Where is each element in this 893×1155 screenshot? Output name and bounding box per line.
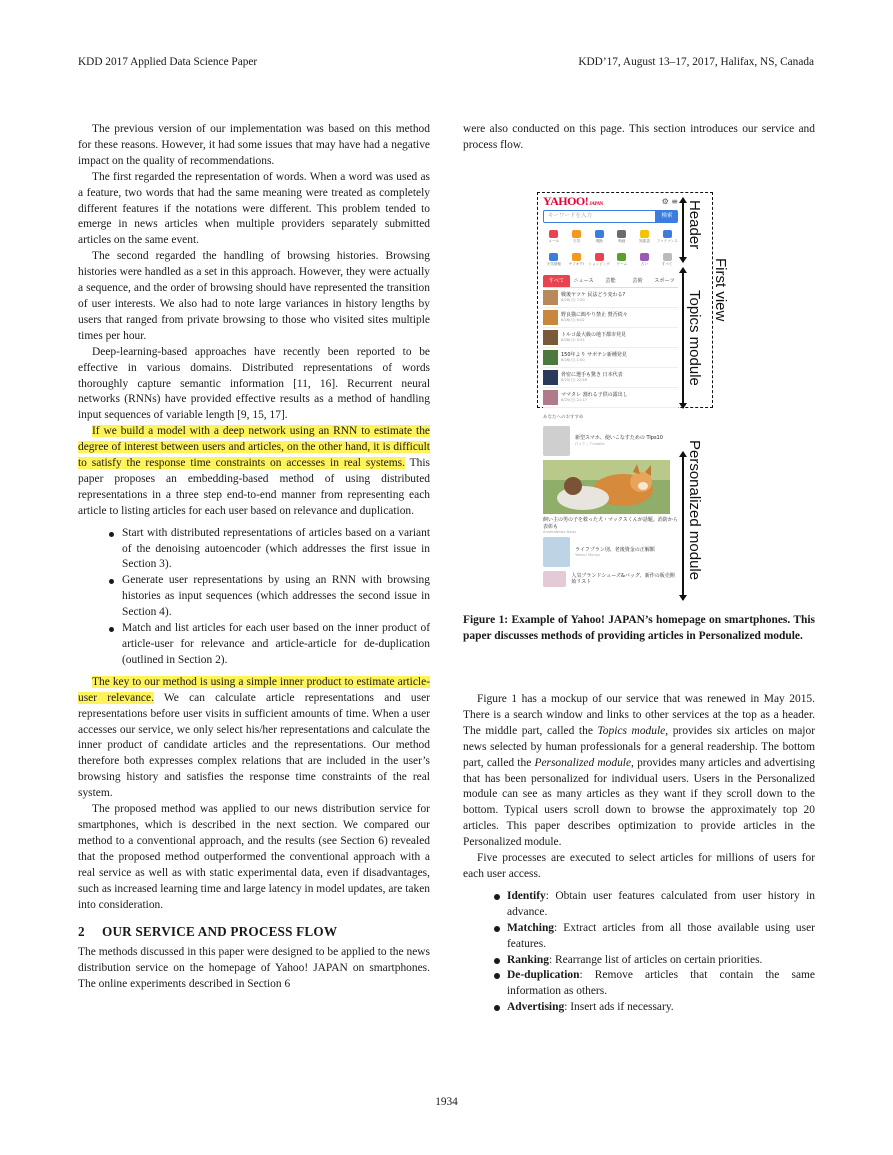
list-item <box>507 889 815 921</box>
service-icon <box>617 230 626 238</box>
topic-title: 野良猫に餌やり禁止 賛否続々 <box>561 312 628 318</box>
figure-caption: Figure 1: Example of Yahoo! JAPAN’s homepage on smartphones. This paper discusses methods of providing articles in Personalized module. <box>463 614 815 642</box>
article-title: 新型スマホ、使いこなすための Tips10 <box>575 435 663 442</box>
paragraph-text: We can calculate article representations and user representations before user visits in sufficient amounts of time. When a user accesses our service, we only select his/her representations and calculate the inner product of candidate articles and the representations. Our method therefore both expresses complex relations that are included in the user’s browsing history and satisfies the response time constraints of the real system. <box>78 691 430 800</box>
topic-item <box>543 308 678 328</box>
service-icon <box>663 230 672 238</box>
service-link <box>656 249 678 271</box>
topic-tab: スポーツ <box>654 278 675 284</box>
step-description: : Insert ads if necessary. <box>564 1001 674 1014</box>
article-source: Yahoo! Money <box>575 553 601 558</box>
step-description: : Remove articles that contain the same information as others. <box>507 969 815 998</box>
service-link <box>543 249 565 271</box>
topic-item <box>543 388 678 408</box>
process-steps-list <box>463 889 815 1016</box>
topic-item <box>543 288 678 308</box>
list-item <box>507 1000 815 1016</box>
yahoo-logo: YAHOO!JAPAN <box>543 193 603 208</box>
topic-thumbnail <box>543 350 558 365</box>
highlighted-text: If we build a model with a deep network using an RNN to estimate the degree of interest between users and articles, on the other hand, it is difficult to satisfy the response time constraints on accesses in real systems. <box>78 425 430 470</box>
running-header-right: KDD’17, August 13–17, 2017, Halifax, NS, Canada <box>578 56 814 68</box>
topic-thumbnail <box>543 370 558 385</box>
paragraph: Deep-learning-based approaches have recently been reported to be effective in various domains. Distributed representations of words thoroughly capture semantic information [11, 16]. Recurrent neural networks (RNNs) have provided effective results as a method of handling input sequences of variable length [9, 15, 17]. <box>78 345 430 422</box>
recommend-heading: あなたへのおすすめ <box>543 415 584 420</box>
list-item <box>507 968 815 1000</box>
list-item <box>507 953 815 969</box>
step-term: Matching <box>507 921 555 934</box>
topic-title: 150年より サボテン新種発見 <box>561 352 627 358</box>
paragraph: The previous version of our implementation was based on this method for these reasons. However, it had some issues that may have had a negative impact on the quality of recommendations. <box>78 123 430 167</box>
topics-list <box>543 288 678 408</box>
phone-top-bar <box>543 193 678 209</box>
service-link <box>634 226 656 248</box>
service-icon <box>572 253 581 261</box>
search-button: 検索 <box>656 210 678 223</box>
paragraph <box>78 675 430 802</box>
topic-thumbnail <box>543 290 558 305</box>
phone-search-bar <box>543 210 678 223</box>
paragraph: The methods discussed in this paper were designed to be applied to the news distribution service on the homepage of Yahoo! JAPAN on smartphones. The online experiments described in Section 6 <box>78 946 430 991</box>
dog-photo <box>543 460 670 514</box>
article-thumbnail <box>543 537 570 567</box>
topic-date: 6/26(月) 1:00 <box>561 358 585 362</box>
service-link <box>611 249 633 271</box>
paragraph: were also conducted on this page. This section introduces our service and process flow. <box>463 123 815 151</box>
service-icon <box>595 230 604 238</box>
service-label: 乗換 <box>595 239 603 243</box>
topic-tab: 芸能 <box>605 278 616 284</box>
section-title: OUR SERVICE AND PROCESS FLOW <box>102 924 338 940</box>
topic-date: 6/26(月) 7:00 <box>561 298 585 302</box>
paragraph: Five processes are executed to select articles for millions of users for each user access. <box>463 852 815 880</box>
step-description: : Extract articles from all those available using user features. <box>507 921 815 950</box>
service-link <box>566 226 588 248</box>
section-heading <box>78 924 430 940</box>
article-image <box>543 460 670 514</box>
service-label: 知恵袋 <box>639 239 650 243</box>
list-item: Match and list articles for each user based on the inner product of article-user for relevance and article-article for de-duplication (outlined in Section 2). <box>122 621 430 669</box>
running-header-left: KDD 2017 Applied Data Science Paper <box>78 56 258 68</box>
paragraph: The proposed method was applied to our news distribution service for smartphones, which is described in the next section. We compared our method to a conventional approach, and the results (see Section 6) revealed that the proposed method outperformed the conventional approach with a real service as well as with static experimental data, even if disadvantages, such as increased learning time and large latency in model updates, are taken into consideration. <box>78 803 430 911</box>
phone-mockup <box>543 193 678 588</box>
service-label: 天気 <box>572 239 581 243</box>
service-links <box>543 226 678 271</box>
topic-item <box>543 328 678 348</box>
step-term: De-duplication <box>507 969 580 982</box>
article-thumbnail <box>543 571 566 587</box>
service-icon <box>663 253 672 261</box>
topic-item <box>543 348 678 368</box>
service-icon <box>549 253 558 261</box>
topic-date: 6/25(日) 21:17 <box>561 398 587 402</box>
service-label: ヤフオク! <box>568 262 585 266</box>
step-description: : Rearrange list of articles on certain priorities. <box>548 953 763 966</box>
article-item <box>543 570 678 588</box>
service-icon <box>640 253 649 261</box>
topic-thumbnail <box>543 390 558 405</box>
page-number: 1934 <box>435 1096 458 1108</box>
service-link <box>588 226 610 248</box>
highlighted-text: The key to our method is using a simple inner product to estimate article-user relevance. <box>78 675 430 704</box>
right-column-top <box>463 122 815 154</box>
first-view-label: First view <box>712 258 729 322</box>
article-source: ITメディアmobile <box>575 441 605 446</box>
personalized-arrow <box>682 452 684 600</box>
article-source: AmebaNews News <box>543 530 577 534</box>
service-icon <box>549 230 558 238</box>
service-icon <box>617 253 626 261</box>
step-term: Identify <box>507 889 546 902</box>
service-label: 占い <box>640 262 649 266</box>
service-icon <box>572 230 581 238</box>
topic-date: 6/25(日) 22:46 <box>561 378 587 382</box>
paragraph: Figure 1 has a mockup of our service that was renewed in May 2015. There is a search window and links to other services at the top as a header. The middle part, called the Topics module, provides six articles on major news selected by human professionals for a general readership. The bottom part, called the Personalized module, provides many articles and advertising that has been personalized for individual users. Users in the Personalized module can see as many articles as they want if they scroll down to the bottom. Typical users scroll down to browse the approximately top 20 articles. This paper describes optimization to provide articles in the Personalized module. <box>463 693 816 849</box>
service-label: メール <box>548 239 560 243</box>
list-item <box>507 921 815 953</box>
service-label: 天気情報 <box>546 262 562 266</box>
personalized-label: Personalized module <box>686 440 703 581</box>
header-arrow <box>682 198 684 262</box>
topic-tabs <box>543 275 678 288</box>
service-link <box>656 226 678 248</box>
article-item <box>543 423 678 459</box>
header-label: Header <box>686 200 703 250</box>
step-description: : Obtain user features calculated from user history in advance. <box>507 889 815 918</box>
list-item: Start with distributed representations of articles based on a variant of the denoising autoencoder (which addresses the first issue in Section 3). <box>122 526 430 574</box>
topic-date: 6/26(月) 6:02 <box>561 318 585 322</box>
service-icon <box>640 230 649 238</box>
topics-arrow <box>682 268 684 408</box>
contribution-list <box>78 526 430 669</box>
article-item <box>543 534 678 570</box>
topic-title: ママタレ 割れる子供の露出し <box>561 392 628 398</box>
topic-date: 6/26(月) 5:51 <box>561 338 585 342</box>
service-label: ファイナンス <box>656 239 678 243</box>
article-title: 人気ブランドシューズ&バッグ、新作の販売開始リスト <box>571 572 675 585</box>
article-thumbnail <box>543 426 570 456</box>
step-term: Advertising <box>507 1001 565 1014</box>
list-item: Generate user representations by using an RNN with browsing histories as input sequences (which addresses the second issue in Section 4). <box>122 573 430 621</box>
topic-tab: すべて <box>543 275 570 287</box>
topic-title: 骨密に選手も驚き 日本代表 <box>561 372 623 378</box>
service-link <box>634 249 656 271</box>
service-link <box>588 249 610 271</box>
right-column-bottom <box>463 692 815 1016</box>
search-input: キーワードを入力 <box>543 210 656 223</box>
topic-tab: ニュース <box>573 278 594 284</box>
topics-label: Topics module <box>686 290 703 386</box>
paragraph: The first regarded the representation of words. When a word was used as a feature, two words that had the same meaning were treated as completely different features if the notations were different. This problem tended to emerge in news articles when multiple providers separately submitted articles on the same event. <box>78 170 430 247</box>
paragraph-text: This paper proposes an embedding-based method of using distributed representations in a three step end-to-end manner from representing each article to listing articles for each user based on relevance and duplication. <box>78 457 430 517</box>
article-title: 飼い主の男の子を救った犬・マックスくんが話題。消防から表彰も <box>543 517 678 530</box>
topic-thumbnail <box>543 330 558 345</box>
service-label: すべて <box>661 262 673 266</box>
article-title: ライフプラン別、老後資金の正解額 <box>575 546 655 553</box>
menu-icon: ⚙ ≡ <box>661 196 678 206</box>
service-link <box>566 249 588 271</box>
service-label: ゲーム <box>616 262 628 266</box>
service-link <box>543 226 565 248</box>
topic-thumbnail <box>543 310 558 325</box>
service-label: ショッピング <box>588 262 610 266</box>
service-label: 映画 <box>618 239 626 243</box>
paragraph <box>78 424 430 519</box>
topic-title: トルコ最大級の地下都市発見 <box>561 332 627 338</box>
service-icon <box>595 253 604 261</box>
left-column <box>78 122 430 993</box>
topic-item <box>543 368 678 388</box>
italic-term: Personalized module <box>534 756 632 769</box>
service-link <box>611 226 633 248</box>
step-term: Ranking <box>507 953 549 966</box>
italic-term: Topics module <box>597 724 666 737</box>
paragraph: The second regarded the handling of browsing histories. Browsing histories were handled as a set in this approach. However, they were actually a sequence, and the order of browsing should have represented the transition of user interests. We also had to note large variances in history lengths by users that ranged from private browsing to those who visited sites multiple times per hour. <box>78 250 430 342</box>
topic-tab: 芸術 <box>632 278 643 284</box>
topic-title: 戦後ヤツケ 民法どう変わる? <box>561 292 626 298</box>
section-number: 2 <box>78 924 85 940</box>
